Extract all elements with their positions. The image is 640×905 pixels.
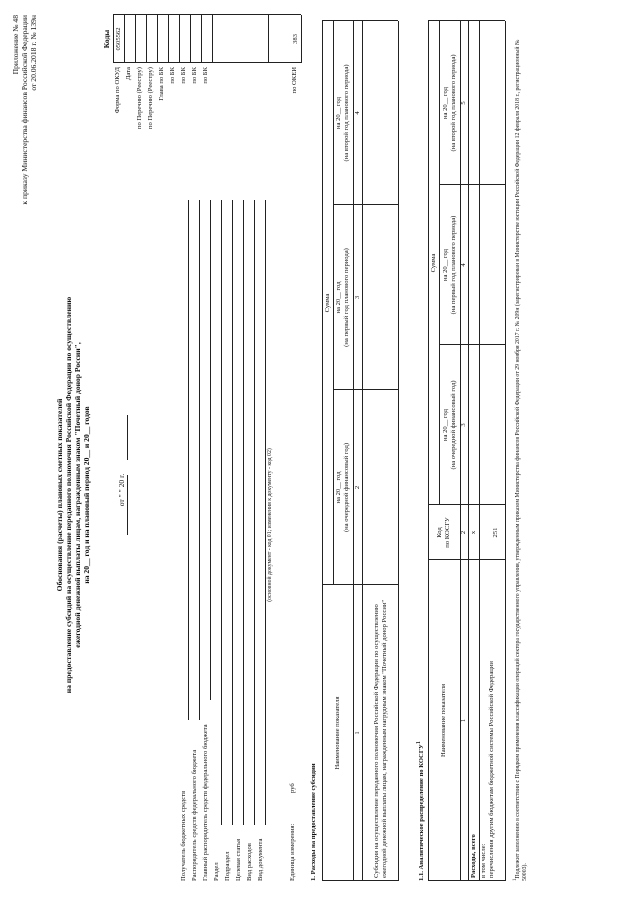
s1-col-name-header: Наименование показателя	[333, 696, 341, 770]
field-subsection: Подраздел	[224, 851, 231, 881]
appendix-order: к приказу Министерства финансов Российской Федерации	[19, 15, 29, 205]
s1-num-1: 1	[353, 731, 361, 735]
field-chief-manager: Главный распорядитель средств федерального бюджета	[202, 724, 209, 881]
s1-year3-label: на 20__ год	[335, 97, 343, 129]
s1-year3-note: (на второй год планового периода)	[343, 64, 350, 162]
section-1-title: 1. Расходы на предоставление субсидии	[310, 763, 317, 881]
okud-code: 0505562	[114, 27, 122, 51]
s11-year3-label: на 20__ год	[441, 87, 449, 119]
bk2-label: по БК	[180, 67, 187, 84]
field-manager: Распорядитель средств федерального бюджета	[191, 749, 198, 881]
title-line-4: на 20__ год и на плановый период 20__ и 20__ годов	[81, 406, 91, 584]
s11-year3-header	[439, 21, 460, 185]
s11-year2-note: (на первый год планового периода)	[449, 215, 457, 315]
s11-kosgu-line-1: Код	[436, 527, 444, 538]
s11-year1-header	[439, 345, 460, 505]
list2-label: по Перечню (Реестру)	[147, 67, 154, 130]
section-11-title-text: 1.1. Аналитическое распределение по КОСГУ	[418, 744, 426, 881]
glava-label: Глава по БК	[158, 67, 165, 101]
title-line-1: Обоснования (расчеты) плановых сметных показателей	[55, 398, 64, 592]
document-type-note: (основной документ - код 01; изменения к документу - код 02)	[267, 448, 273, 602]
s11-col-kosgu-header	[428, 505, 460, 560]
codes-header: Коды	[102, 29, 111, 49]
s11-row-transfer-text: перечисления другим бюджетам бюджетной системы Российской Федерации	[487, 661, 495, 878]
bk1-label: по БК	[169, 67, 176, 84]
appendix-date: от 20.06.2018 г. № 139н	[28, 15, 38, 91]
s11-kosgu-line-2: по КОСГУ	[444, 517, 451, 548]
s1-col-sum-header: Сумма	[323, 293, 331, 313]
s11-row-total-code: x	[469, 530, 477, 535]
s1-year2-label: на 20__ год	[335, 281, 343, 314]
footnote	[513, 21, 529, 881]
s11-row-transfer	[480, 563, 496, 878]
bk3-label: по БК	[191, 67, 198, 84]
field-target-article: Целевая статья	[235, 838, 242, 881]
title-line-2: на предоставление субсидий на осуществление переданного полномочия Российской Федерации по осуществлению	[63, 296, 73, 694]
document-date-line: от " " 20 г.	[117, 473, 126, 507]
footnote-mark: 1	[513, 878, 518, 881]
bk4-label: по БК	[202, 67, 209, 84]
s11-num-5: 5	[460, 101, 468, 105]
okud-label: Форма по ОКУД	[114, 67, 121, 114]
okei-label: по ОКЕИ	[291, 67, 298, 94]
field-section: Раздел	[213, 862, 220, 881]
s1-year1-header	[333, 390, 353, 585]
s1-year1-note: (на очередной финансовый год)	[343, 442, 350, 533]
s1-num-3: 3	[353, 295, 361, 300]
s11-year3-note: (на второй год планового периода)	[449, 54, 457, 152]
s11-year2-header	[439, 185, 460, 345]
section-11-footnote-mark: 1	[416, 741, 422, 745]
section-11-title	[416, 741, 426, 881]
s11-num-1: 1	[460, 718, 468, 723]
appendix-block	[12, 15, 39, 305]
s11-num-4: 4	[460, 263, 468, 267]
unit-value: руб	[289, 783, 296, 793]
s1-year2-header	[333, 205, 353, 390]
field-document-type: Вид документа	[257, 838, 264, 881]
footnote-text: Подлежит заполнению в соответствии с Порядком применения классификации операций сектора государственного управления, утвержденным приказом Министерства финансов Российской Федерации от 29 ноября 2017 г. № 209н (зарегистрирован в Министерстве юстиции Российской Федерации 12 февраля 2018 г., регистрационный № 50003).	[514, 39, 528, 881]
s11-year1-note: (на очередной финансовый год)	[449, 380, 457, 470]
s11-num-2: 2	[460, 530, 468, 535]
s1-row-subsidy: Субсидия на осуществление переданного полномочия Российской Федерации по осуществлению ежегодной денежной выплаты лицам, награжденным нагрудным знаком "Почетный донор России"	[372, 599, 388, 878]
date-label: Дата	[125, 67, 132, 81]
s11-num-3: 3	[460, 423, 468, 427]
field-expense-type: Вид расходов	[246, 843, 253, 881]
s1-num-2: 2	[353, 485, 361, 490]
s11-year1-label: на 20__ год	[441, 409, 449, 441]
document-title	[56, 215, 92, 775]
s11-row-total: Расходы, всего	[469, 834, 477, 878]
appendix-number: Приложение № 48	[11, 15, 20, 75]
s11-row-transfer-code: 251	[492, 527, 500, 538]
s1-year1-label: на 20__ год	[335, 471, 343, 504]
s1-year3-header	[333, 21, 353, 205]
title-line-3: ежегодной денежной выплаты лицам, награжденным знаком "Почетный донор России",	[72, 342, 82, 648]
field-recipient: Получатель бюджетных средств	[180, 790, 187, 881]
s11-col-name-header: Наименование показателя	[440, 683, 448, 758]
s1-year2-note: (на первый год планового периода)	[343, 248, 350, 347]
s11-year2-label: на 20__ год	[441, 249, 449, 281]
okei-code: 383	[291, 34, 299, 44]
s11-col-sum-header: Сумма	[429, 253, 437, 273]
list1-label: по Перечню (Реестру)	[136, 67, 143, 130]
unit-label: Единица измерения:	[289, 823, 296, 881]
s11-row-including: в том числе:	[480, 843, 487, 878]
s1-num-4: 4	[353, 111, 361, 115]
